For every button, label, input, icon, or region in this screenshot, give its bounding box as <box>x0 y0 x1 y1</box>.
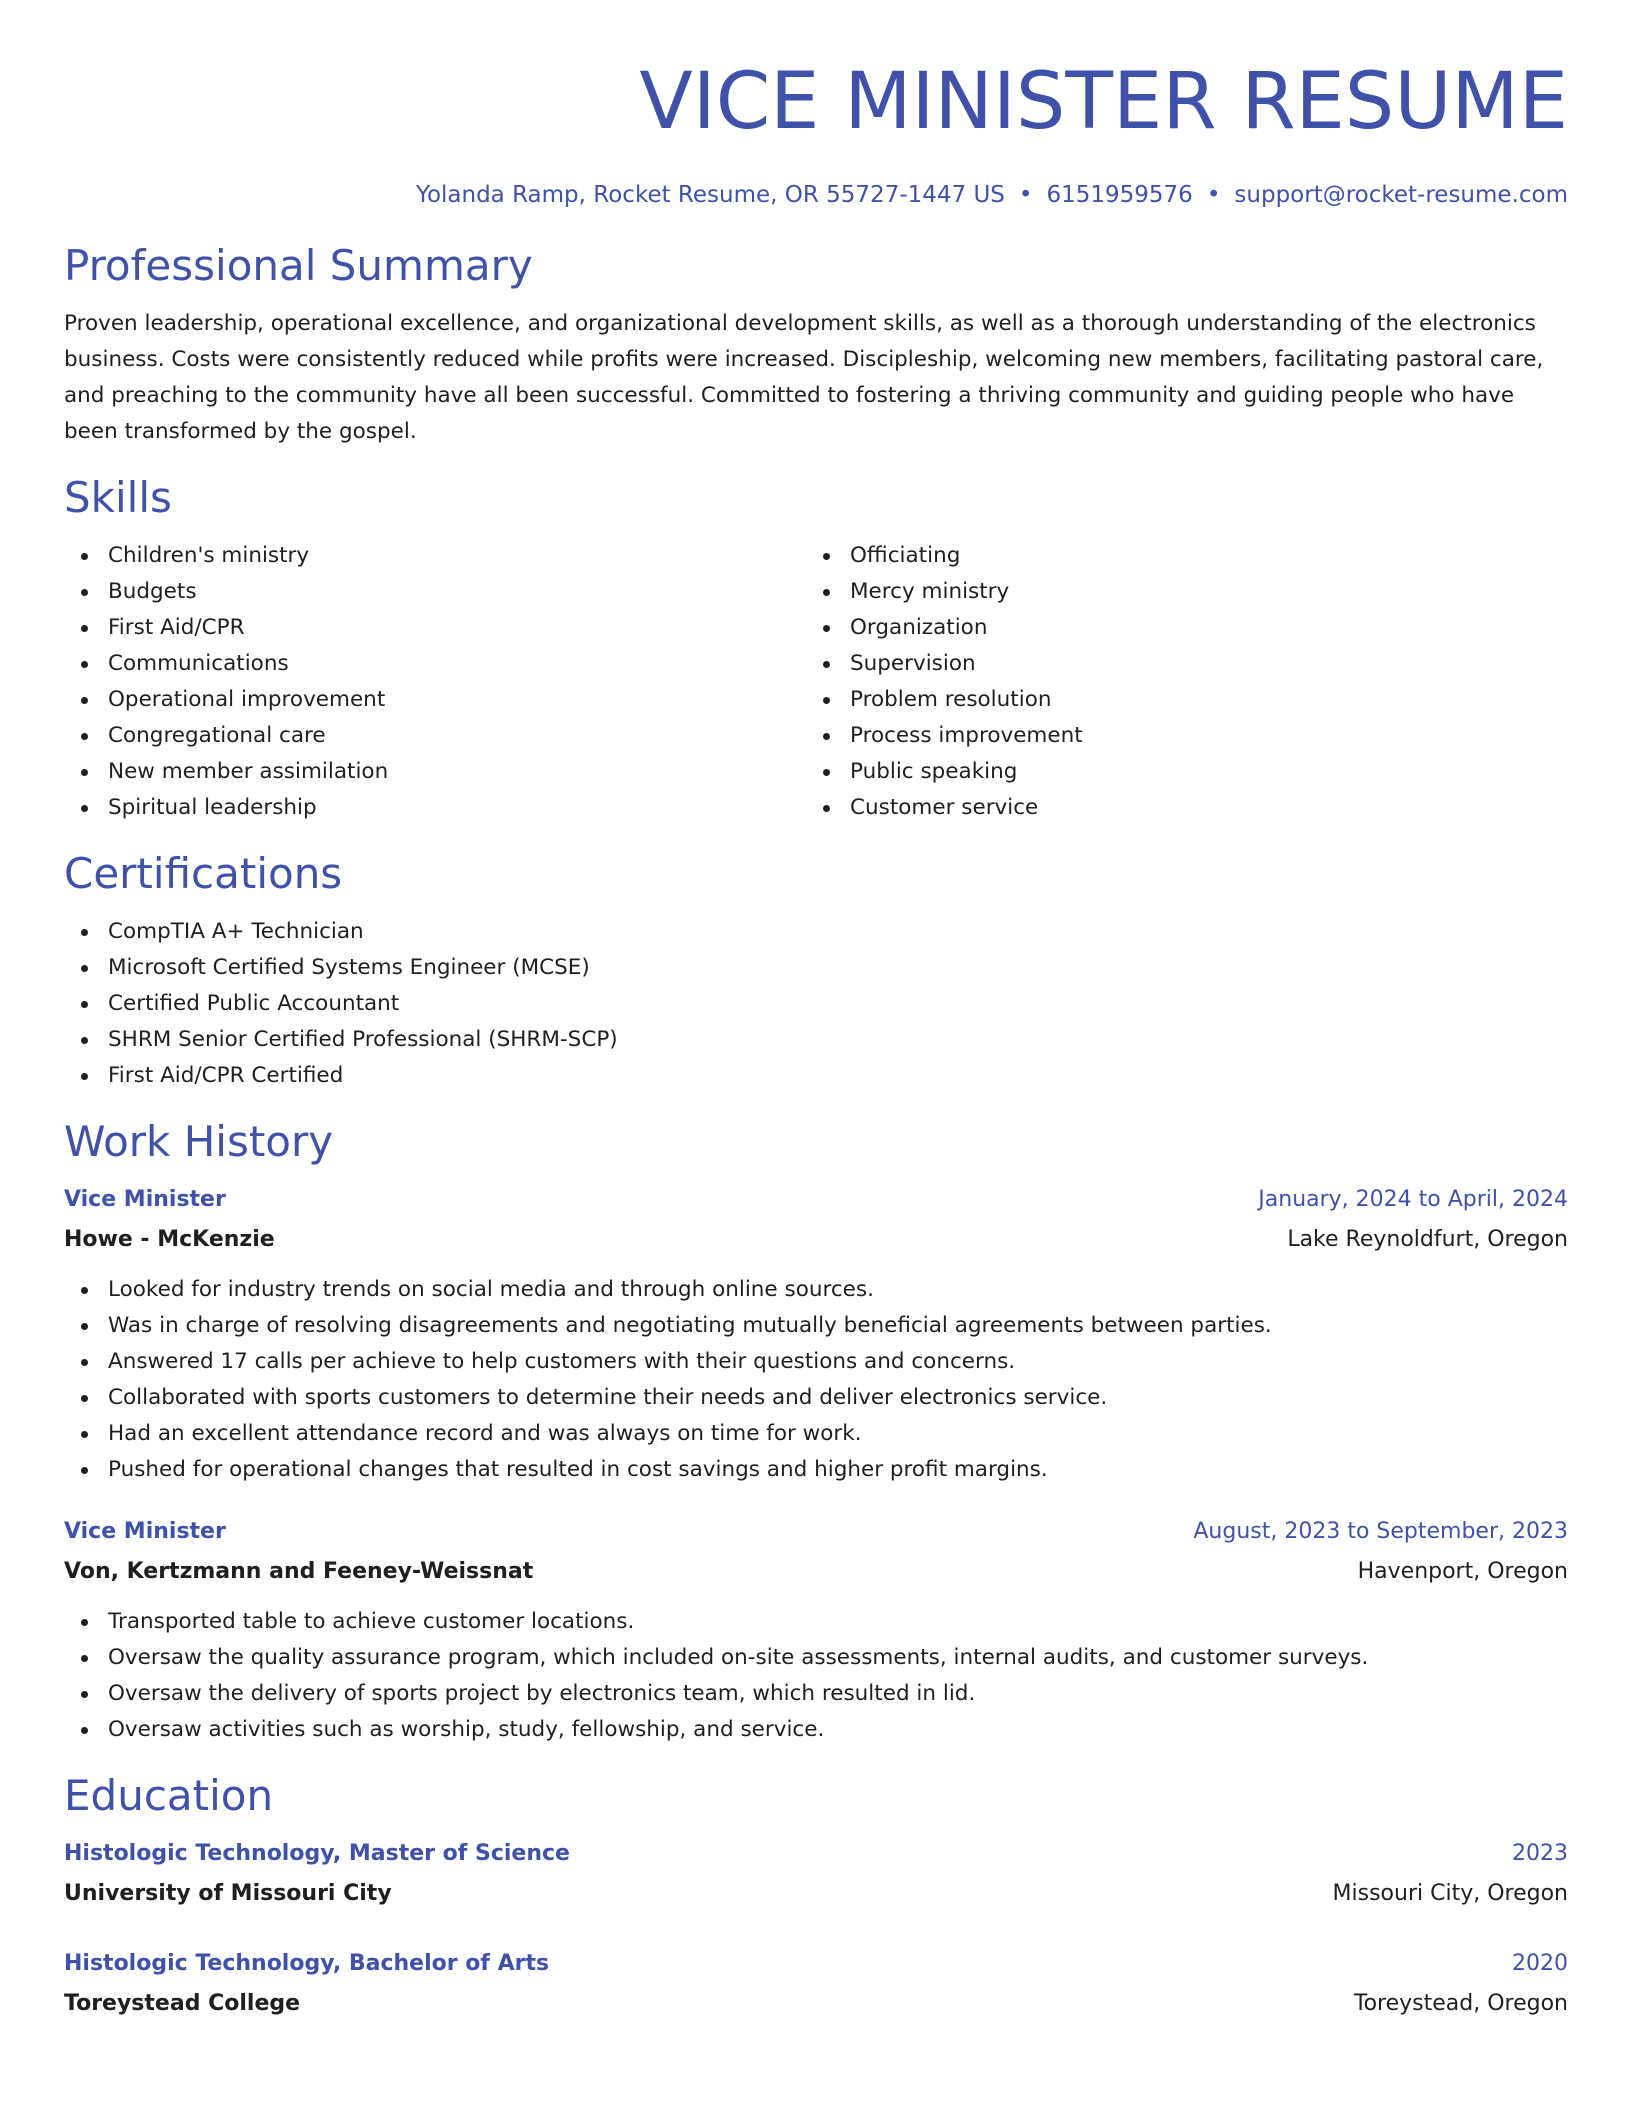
job-title: Vice Minister <box>64 1187 226 1212</box>
skill-item: Spiritual leadership <box>64 790 806 826</box>
contact-separator: • <box>1206 182 1221 208</box>
job-bullet: Looked for industry trends on social media and through online sources. <box>64 1272 1568 1308</box>
certification-item: Microsoft Certified Systems Engineer (MCSE) <box>64 950 1568 986</box>
job-bullet: Oversaw the quality assurance program, which included on-site assessments, internal audits, and customer surveys. <box>64 1640 1568 1676</box>
skills-list-left <box>64 538 806 826</box>
job-company-row <box>64 1222 1568 1258</box>
contact-email[interactable]: support@rocket-resume.com <box>1234 182 1568 208</box>
education-location: Toreystead, Oregon <box>1353 1991 1568 2016</box>
section-heading-education: Education <box>64 1771 274 1820</box>
skill-item: Children's ministry <box>64 538 806 574</box>
job-bullet: Transported table to achieve customer locations. <box>64 1604 1568 1640</box>
skill-item: New member assimilation <box>64 754 806 790</box>
education-degree: Histologic Technology, Master of Science <box>64 1841 570 1866</box>
resume-title: VICE MINISTER RESUME <box>639 57 1568 147</box>
education-header-row <box>64 1946 1568 1982</box>
education-school-row <box>64 1876 1568 1912</box>
section-heading-work-history: Work History <box>64 1117 334 1166</box>
skill-item: Customer service <box>806 790 1548 826</box>
education-entry <box>64 1836 1568 1912</box>
education-school-row <box>64 1986 1568 2022</box>
education-school: Toreystead College <box>64 1991 301 2016</box>
contact-address: Yolanda Ramp, Rocket Resume, OR 55727-1447 US <box>415 182 1005 208</box>
job-bullet: Oversaw activities such as worship, study, fellowship, and service. <box>64 1712 1568 1748</box>
job-company: Von, Kertzmann and Feeney-Weissnat <box>64 1559 534 1584</box>
job-company-row <box>64 1554 1568 1590</box>
job-bullet: Was in charge of resolving disagreements and negotiating mutually beneficial agreements between parties. <box>64 1308 1568 1344</box>
section-heading-skills: Skills <box>64 473 172 522</box>
skill-item: Mercy ministry <box>806 574 1548 610</box>
job-bullet: Answered 17 calls per achieve to help customers with their questions and concerns. <box>64 1344 1568 1380</box>
job-title: Vice Minister <box>64 1519 226 1544</box>
job-entry <box>64 1182 1568 1488</box>
education-degree: Histologic Technology, Bachelor of Arts <box>64 1951 550 1976</box>
contact-phone: 6151959576 <box>1046 182 1193 208</box>
section-heading-summary: Professional Summary <box>64 241 533 290</box>
skill-item: Communications <box>64 646 806 682</box>
job-bullets <box>64 1272 1568 1488</box>
skill-item: Organization <box>806 610 1548 646</box>
certification-item: SHRM Senior Certified Professional (SHRM-SCP) <box>64 1022 1568 1058</box>
job-entry <box>64 1514 1568 1748</box>
section-heading-certifications: Certifications <box>64 849 343 898</box>
job-dates: January, 2024 to April, 2024 <box>1258 1187 1568 1212</box>
skill-item: Budgets <box>64 574 806 610</box>
certifications-section <box>64 848 1568 1094</box>
skill-item: Public speaking <box>806 754 1548 790</box>
skill-item: Problem resolution <box>806 682 1548 718</box>
education-year: 2023 <box>1512 1841 1568 1866</box>
job-dates: August, 2023 to September, 2023 <box>1193 1519 1568 1544</box>
summary-text: Proven leadership, operational excellence, and organizational development skills, as well as a thorough understanding of the electronics business. Costs were consistently reduced while profits were increased. Discipleship, welcoming new members, facilitating pastoral care, and preaching to the community have all been successful. Committed to fostering a thriving community and guiding people who have been transformed by the gospel. <box>64 311 1544 444</box>
skill-item: Congregational care <box>64 718 806 754</box>
education-header-row <box>64 1836 1568 1872</box>
certification-item: Certified Public Accountant <box>64 986 1568 1022</box>
certification-item: CompTIA A+ Technician <box>64 914 1568 950</box>
job-bullet: Had an excellent attendance record and was always on time for work. <box>64 1416 1568 1452</box>
skills-column-left <box>64 538 806 826</box>
education-year: 2020 <box>1512 1951 1568 1976</box>
job-header-row <box>64 1182 1568 1218</box>
skills-grid <box>64 538 1568 826</box>
skills-column-right <box>806 538 1548 826</box>
skill-item: Supervision <box>806 646 1548 682</box>
certification-item: First Aid/CPR Certified <box>64 1058 1568 1094</box>
skill-item: First Aid/CPR <box>64 610 806 646</box>
skill-item: Process improvement <box>806 718 1548 754</box>
certifications-list <box>64 914 1568 1094</box>
job-location: Havenport, Oregon <box>1357 1559 1568 1584</box>
work-history-section <box>64 1116 1568 1748</box>
skills-section <box>64 472 1568 826</box>
job-location: Lake Reynoldfurt, Oregon <box>1287 1227 1568 1252</box>
contact-separator: • <box>1018 182 1033 208</box>
skill-item: Officiating <box>806 538 1548 574</box>
job-bullets <box>64 1604 1568 1748</box>
job-header-row <box>64 1514 1568 1550</box>
summary-section <box>64 240 1568 450</box>
education-entry <box>64 1946 1568 2022</box>
job-bullet: Pushed for operational changes that resulted in cost savings and higher profit margins. <box>64 1452 1568 1488</box>
skills-list-right <box>806 538 1548 826</box>
job-company: Howe - McKenzie <box>64 1227 275 1252</box>
skill-item: Operational improvement <box>64 682 806 718</box>
education-location: Missouri City, Oregon <box>1332 1881 1568 1906</box>
education-section <box>64 1770 1568 2022</box>
job-bullet: Collaborated with sports customers to determine their needs and deliver electronics service. <box>64 1380 1568 1416</box>
job-bullet: Oversaw the delivery of sports project by electronics team, which resulted in lid. <box>64 1676 1568 1712</box>
education-school: University of Missouri City <box>64 1881 392 1906</box>
contact-line <box>64 180 1568 210</box>
